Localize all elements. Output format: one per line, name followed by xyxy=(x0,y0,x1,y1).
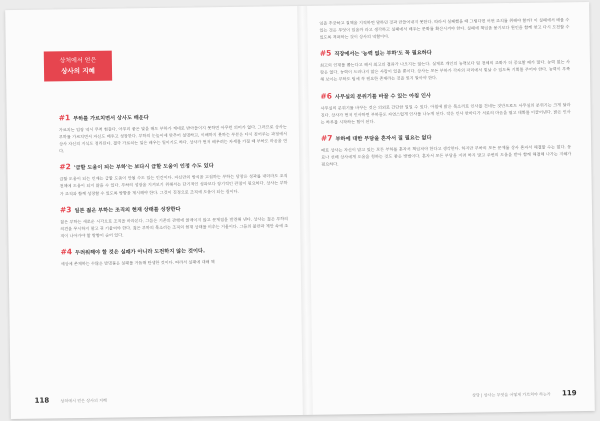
section-title: 부하를 가르치면서 상사도 배운다 xyxy=(73,115,149,123)
section-heading xyxy=(60,203,288,215)
section-title: 사무실의 분위기를 바꿀 수 있는 아침 인사 xyxy=(334,92,431,101)
section-title: 직장에서는 '능력 없는 부하'도 꼭 필요하다 xyxy=(334,50,432,58)
book-spread xyxy=(5,2,595,419)
section-number: #5 xyxy=(319,48,332,58)
left-page xyxy=(5,6,303,419)
right-page xyxy=(305,2,595,415)
running-title: 상당 | 상사는 무엇을 어떻게 가르쳐야 하는가 xyxy=(472,391,551,398)
paragraph: 사무실의 분위기를 바꾸는 것은 의외로 간단한 일일 수 있다. 아침에 밝은 목소리로 인사를 건네는 것만으로도 사무실의 분위기는 크게 달라진다. 상사가 먼저 인사하면 부하들도 자연스럽게 인사를 나누게 된다. 작은 인사 한마디가 서로의 마음을 열고 대화를 이끌어낸다. 밝은 인사는 하루를 시작하는 힘이 된다. xyxy=(320,101,571,125)
section-number: #4 xyxy=(60,247,73,257)
section xyxy=(320,89,570,126)
chapter-tag-line1: 상처에서 얻은 xyxy=(59,56,97,65)
running-title: 상처에서 얻은 상사의 지혜 xyxy=(60,397,107,404)
section-title: 일본 젊은 부하는 조직의 현재 상태를 성장한다 xyxy=(74,206,181,214)
paragraph: 급할 도움이 되는 인재는 급할 도움이 안될 수도 있는 인간이다. 자신만의 방식을 고집하는 부하는 당장은 성과를 내더라도 조직 전체에 도움이 되지 않을 수 있다. 부하의 성장을 지켜보기 위해서는 단기적인 성과보다 장기적인 관점이 필요하다. 상사는 부하가 조직과 함께 성장할 수 있도록 방향을 제시해야 한다. 그것이 진정으로 조직에 도움이 되는 길이다. xyxy=(59,173,288,196)
page-number: 118 xyxy=(34,396,50,405)
paragraph: 임을 추궁하고 질책을 지적하면 말하던 것과 만들어내지 못한다. 따라서 실패했을 때 그렇다면 어떤 조치를 취해야 할까? 이 실패에서 배울 수 있는 것은 무엇이 있을까 라고 생각하고 실패에서 배우는 문화를 확산시켜야 한다. 실패에 책임을 묻기보다 원인을 함께 찾고 다시 도전할 수 있도록 격려하는 것이 상사의 역할이다. xyxy=(319,17,570,40)
section xyxy=(61,245,289,267)
section xyxy=(321,131,571,168)
intro-continuation xyxy=(319,16,569,41)
section-heading xyxy=(320,46,570,58)
paragraph: 최고의 인재를 뽑는다고 해서 최고의 결과가 나오지는 않는다. 실제로 개인의 능력보다 팀 전체의 조화가 더 중요할 때가 많다. 능력 없는 사람은 없다. 능력이 드러나지 않은 사람이 있을 뿐이다. 상사는 모든 부하가 각자의 자리에서 빛날 수 있도록 기회를 주어야 한다. 능력이 부족해 보이는 부하도 팀에 꼭 필요한 존재라는 것을 잊지 말아야 한다. xyxy=(319,59,571,83)
section xyxy=(59,111,288,155)
chapter-tag-line2: 상사의 지혜 xyxy=(61,66,95,76)
left-footer xyxy=(35,396,107,405)
section-number: #3 xyxy=(59,204,72,215)
paragraph: 젊은 부하는 새로운 시각으로 조직을 바라본다. 그들은 기존의 관행에 얽매이지 않고 문제점을 발견해 낸다. 상사는 젊은 부하의 의견을 무시하지 말고 귀 기울여야 한다. 젊은 부하의 목소리는 조직의 현재 상태를 비추는 거울이다. 그들의 불만과 제안 속에 조직이 나아가야 할 방향이 숨어 있다. xyxy=(60,215,289,239)
chapter-tag xyxy=(44,51,112,82)
right-column xyxy=(319,16,571,177)
page-number: 119 xyxy=(561,389,577,398)
section-heading xyxy=(321,131,571,143)
paragraph: 세상에 존재하는 수많은 발명품은 실패를 거듭해 탄생한 것이다. 따라서 실패에 대해 책 xyxy=(60,259,215,267)
section-title: 부하에 대한 부담을 혼자서 질 필요는 없다 xyxy=(335,135,432,143)
section-heading xyxy=(320,89,570,101)
paragraph: 가르치는 입장 역시 무척 힘들다. 아무리 좋은 말을 해도 부하가 제대로 받아들이지 못하면 아무런 의미가 없다. 그러므로 상사는 부하를 가르치면서 자신도 배우고 성장한다. 부하의 눈높이에 맞추어 설명하고, 이해하지 못하는 부분은 다시 짚어주는 과정에서 상사 자신의 지식도 정리된다. 결국 가르치는 일은 배우는 일이기도 하다. 상사가 먼저 배우려는 자세를 가질 때 부하도 마음을 연다. xyxy=(58,124,288,154)
paragraph: 때로 상사는 자신이 맡고 있는 모든 부하를 혼자서 책임져야 한다고 생각한다. 하지만 부하의 모든 문제를 상사 혼자서 해결할 수는 없다. 동료나 선배 상사에게 도움을 청하는 것도 좋은 방법이다. 혼자서 모든 부담을 지려 하지 말고 주변의 도움을 받아 함께 해결해 나가는 지혜가 필요하다. xyxy=(321,144,572,167)
section-number: #2 xyxy=(59,162,71,172)
section-number: #1 xyxy=(58,113,71,123)
right-footer xyxy=(472,389,577,398)
section-title: '급할 도움이 되는 부하'는 보다시 급할 도움이 인정 수도 있다 xyxy=(73,163,214,172)
section-heading xyxy=(59,111,287,123)
section xyxy=(320,46,570,83)
section xyxy=(60,203,288,239)
section-number: #6 xyxy=(320,91,332,101)
section xyxy=(59,161,287,197)
section-heading xyxy=(59,161,287,173)
section-number: #7 xyxy=(320,133,333,143)
left-column xyxy=(59,111,289,276)
section-title: 두려워해야 할 것은 실패가 아니라 도전하지 않는 것이다. xyxy=(75,248,205,257)
section-heading xyxy=(61,245,289,257)
